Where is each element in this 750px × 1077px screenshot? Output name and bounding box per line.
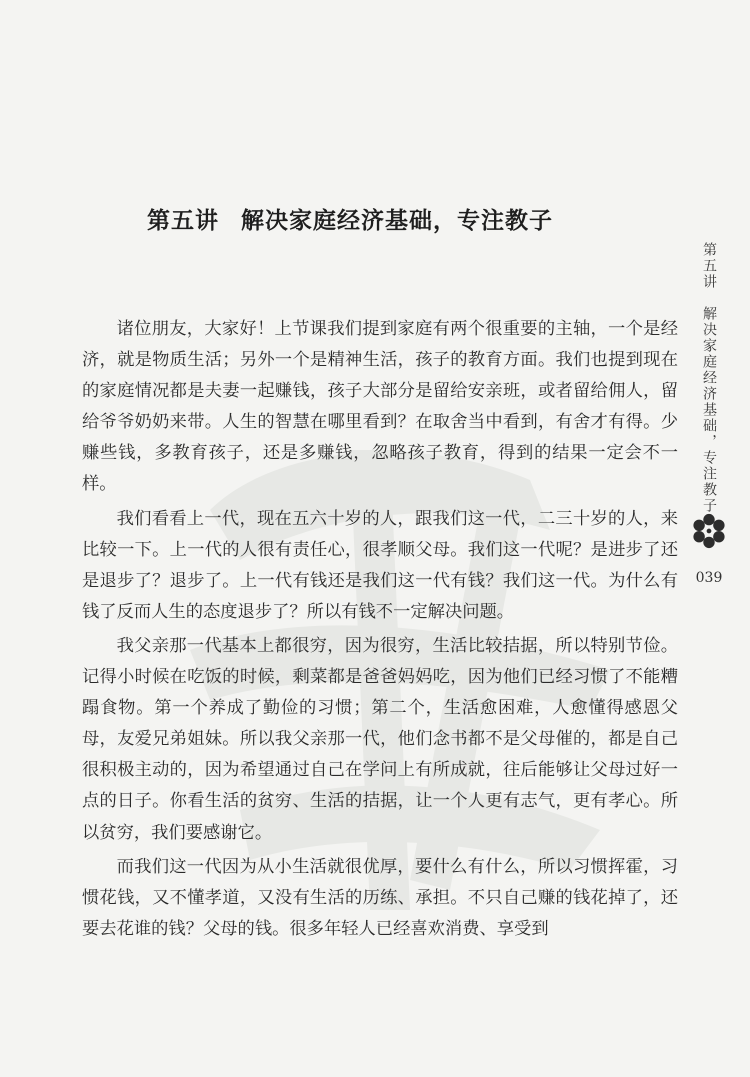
chapter-title — [0, 202, 700, 235]
paragraph-2: 我们看看上一代，现在五六十岁的人，跟我们这一代，二三十岁的人，来比较一下。上一代的人很有责任心，很孝顺父母。我们这一代呢？是进步了还是退步了？退步了。上一代有钱还是我们这一代有钱？我们这一代。为什么有钱了反而人生的态度退步了？所以有钱不一定解决问题。 — [82, 508, 678, 622]
paragraph-3: 我父亲那一代基本上都很穷，因为很穷，生活比较拮据，所以特别节俭。记得小时候在吃饭的时候，剩菜都是爸爸妈妈吃，因为他们已经习惯了不能糟蹋食物。第一个养成了勤俭的习惯；第二个，生活愈困难，人愈懂得感恩父母，友爱兄弟姐妹。所以我父亲那一代，他们念书都不是父母催的，都是自己很积极主动的，因为希望通过自己在学问上有所成就，往后能够让父母过好一点的日子。你看生活的贫穷、生活的拮据，让一个人更有志气，更有孝心。所以贫穷，我们要感谢它。 — [82, 635, 678, 843]
flower-ornament-icon — [690, 512, 728, 550]
paragraph-1: 诸位朋友，大家好！上节课我们提到家庭有两个很重要的主轴，一个是经济，就是物质生活；另外一个是精神生活，孩子的教育方面。我们也提到现在的家庭情况都是夫妻一起赚钱，孩子大部分是留给安亲班，或者留给佣人，留给爷爷奶奶来带。人生的智慧在哪里看到？在取舍当中看到，有舍才有得。少赚些钱，多教育孩子，还是多赚钱，忽略孩子教育，得到的结果一定会不一样。 — [82, 319, 678, 495]
chapter-heading: 解决家庭经济基础，专注教子 — [241, 208, 553, 234]
page-number: 039 — [695, 570, 723, 586]
running-head: 第五讲 解决家庭经济基础，专注教子 — [701, 242, 717, 514]
running-head-column — [698, 238, 720, 518]
body-text — [82, 314, 678, 948]
paragraph-4: 而我们这一代因为从小生活就很优厚，要什么有什么，所以习惯挥霍，习惯花钱，又不懂孝道，又没有生活的历练、承担。不只自己赚的钱花掉了，还要去花谁的钱？父母的钱。很多年轻人已经喜欢消费、享受到 — [82, 856, 678, 939]
chapter-number: 第五讲 — [147, 208, 219, 234]
